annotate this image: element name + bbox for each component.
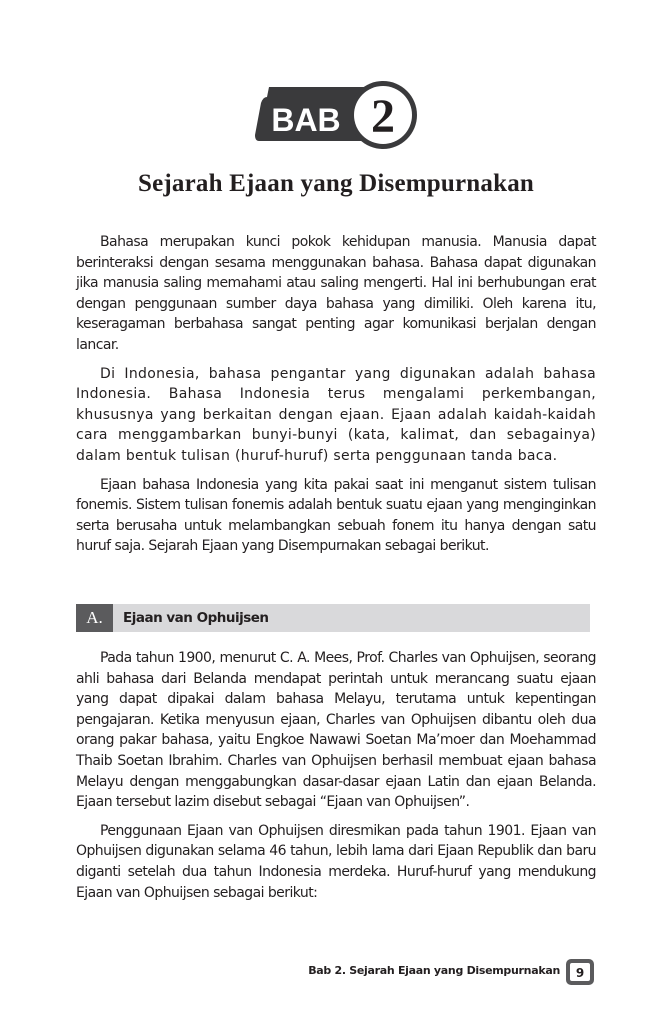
- page-number: 9: [575, 966, 585, 980]
- badge-back-tab: [267, 87, 367, 97]
- intro-paragraph-3: Ejaan bahasa Indonesia yang kita pakai saat ini menganut sistem tulisan fonemis. Sistem tulisan fonemis adalah bentuk suatu ejaan yang menginginkan serta berusaha untuk melambangkan sebuah fonem itu hanya dengan satu huruf saja. Sejarah Ejaan yang Disempurnakan sebagai berikut.: [76, 476, 596, 555]
- intro-paragraph-2: Di Indonesia, bahasa pengantar yang digunakan adalah bahasa Indonesia. Bahasa Indonesia terus mengalami perkembangan, khususnya yang berkaitan dengan ejaan. Ejaan adalah kaidah-kaidah cara menggambarkan bunyi-bunyi (kata, kalimat, dan sebagainya) dalam bentuk tulisan (huruf-huruf) serta penggunaan tanda baca.: [76, 365, 596, 464]
- intro-text: [76, 232, 596, 565]
- chapter-title: Sejarah Ejaan yang Disempurnakan: [137, 170, 535, 197]
- section-a-paragraph-2: Penggunaan Ejaan van Ophuijsen diresmikan pada tahun 1901. Ejaan van Ophuijsen digunakan selama 46 tahun, lebih lama dari Ejaan Republik dan baru diganti setelah dua tahun Indonesia merdeka. Huruf-huruf yang mendukung Ejaan van Ophuijsen sebagai berikut:: [76, 822, 596, 901]
- section-a-text: [76, 648, 596, 911]
- section-a-paragraph-1: Pada tahun 1900, menurut C. A. Mees, Prof. Charles van Ophuijsen, seorang ahli bahasa dari Belanda mendapat perintah untuk merancang suatu ejaan yang dapat dipakai dalam bahasa Melayu, terutama untuk kepentingan pengajaran. Ketika menyusun ejaan, Charles van Ophuijsen dibantu oleh dua orang pakar bahasa, yaitu Engkoe Nawawi Soetan Ma’moer dan Moehammad Thaib Soetan Ibrahim. Charles van Ophuijsen berhasil membuat ejaan bahasa Melayu dengan menggabungkan dasar-dasar ejaan Latin dan ejaan Belanda. Ejaan tersebut lazim disebut sebagai “Ejaan van Ophuijsen”.: [76, 650, 596, 811]
- chapter-badge: [255, 73, 425, 153]
- section-header-a: [76, 604, 590, 632]
- section-title: Ejaan van Ophuijsen: [123, 610, 269, 626]
- section-letter: A.: [76, 604, 113, 632]
- chapter-number: 2: [371, 90, 395, 143]
- chapter-label: BAB: [271, 102, 341, 138]
- intro-paragraph-1: Bahasa merupakan kunci pokok kehidupan manusia. Manusia dapat berinteraksi dengan sesama menggunakan bahasa. Bahasa dapat digunakan jika manusia saling memahami atau saling mengerti. Hal ini berhubungan erat dengan penggunaan sumber daya bahasa yang dimiliki. Oleh karena itu, keseragaman berbahasa sangat penting agar komunikasi berjalan dengan lancar.: [76, 234, 596, 353]
- page-number-badge: [565, 958, 595, 986]
- running-footer: Bab 2. Sejarah Ejaan yang Disempurnakan: [308, 964, 560, 977]
